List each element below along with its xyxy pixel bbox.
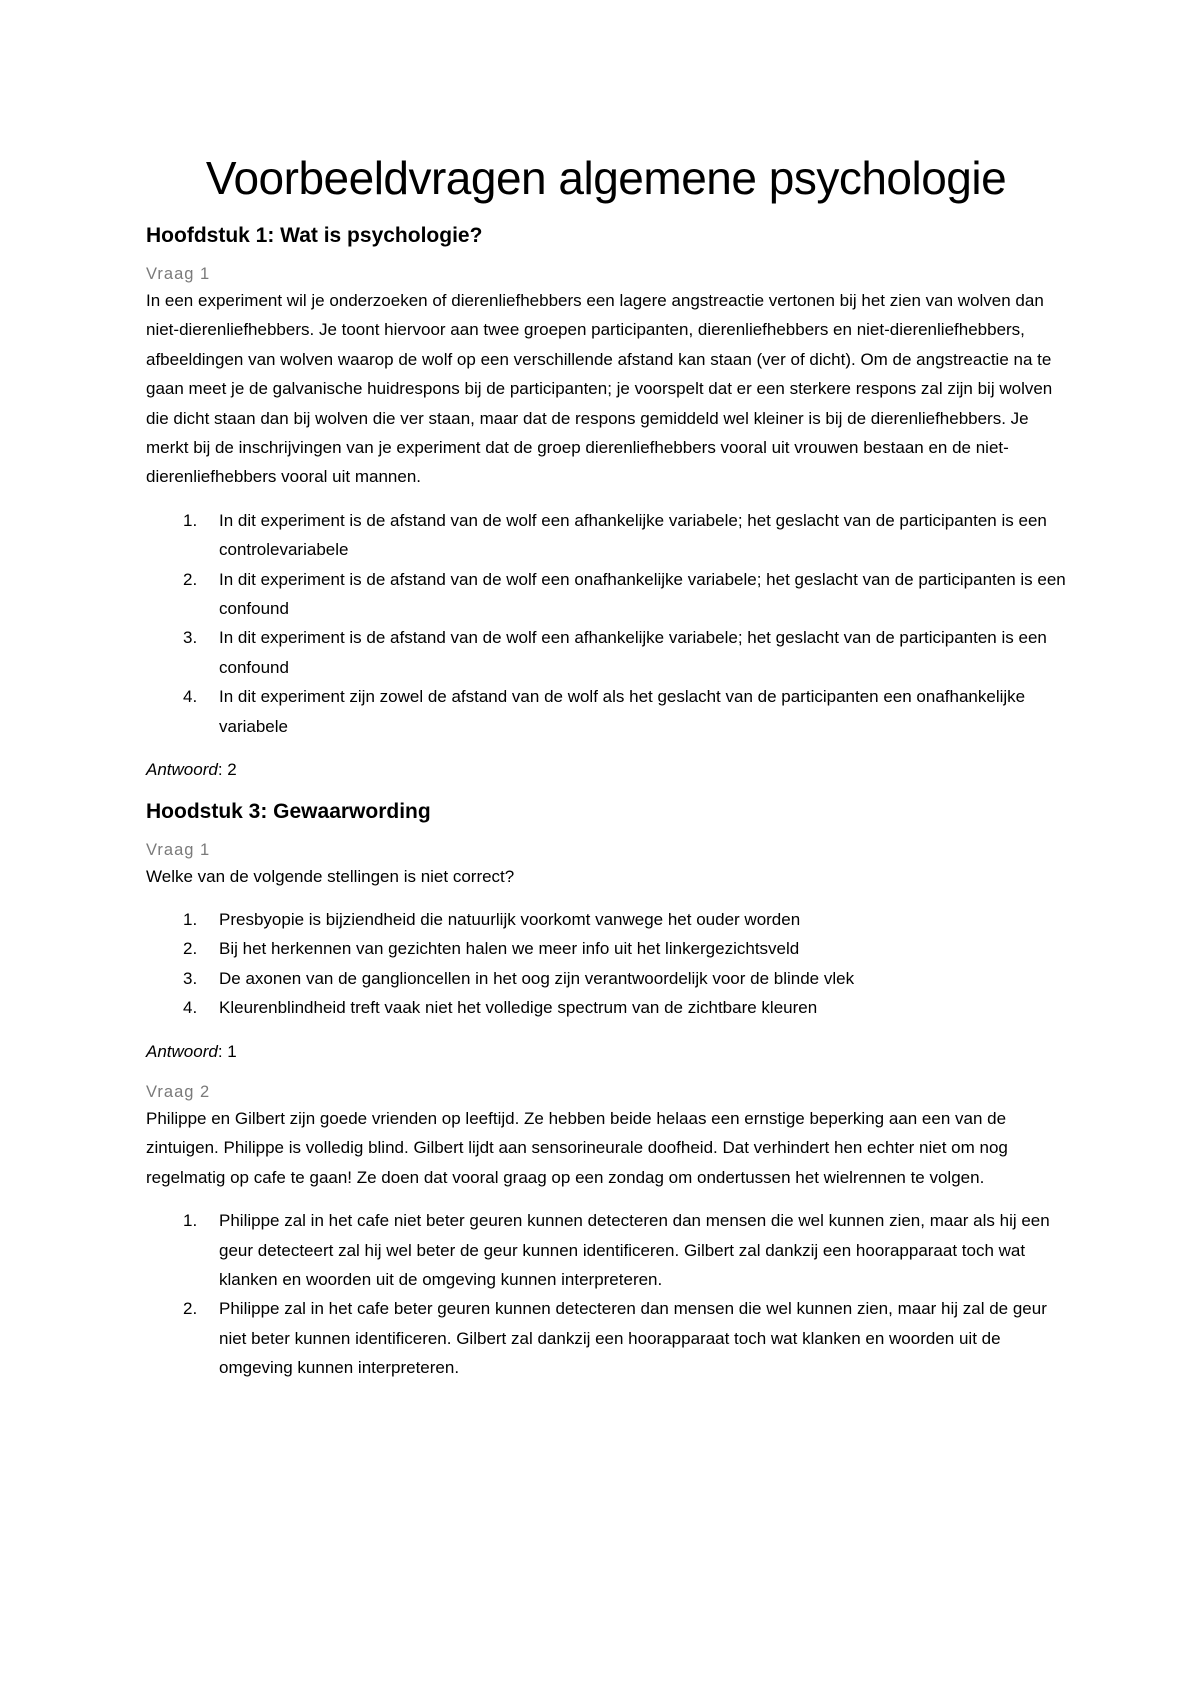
option-number: 4. [183,687,198,707]
question-label: Vraag 2 [146,1082,211,1101]
option-text: In dit experiment is de afstand van de wolf een onafhankelijke variabele; het geslacht van de participanten is een confound [219,569,1066,619]
option-text: In dit experiment is de afstand van de wolf een afhankelijke variabele; het geslacht van de participanten is een controlevariabele [219,510,1047,560]
option-text: Presbyopie is bijziendheid die natuurlijk voorkomt vanwege het ouder worden [219,909,801,929]
option-text: In dit experiment zijn zowel de afstand van de wolf als het geslacht van de participanten een onafhankelijke variabele [219,687,1026,736]
option-number: 2. [183,939,198,959]
question-text: Welke van de volgende stellingen is niet correct? [146,866,515,886]
option-item [146,1206,1066,1294]
chapter-heading: Hoofdstuk 1: Wat is psychologie? [146,224,483,247]
option-number: 4. [183,998,198,1018]
option-text: Kleurenblindheid treft vaak niet het volledige spectrum van de zichtbare kleuren [219,998,818,1018]
option-item [146,1294,1066,1382]
option-number: 3. [183,968,198,988]
option-number: 1. [183,909,198,929]
answer-label: Antwoord [146,1041,218,1061]
option-number: 1. [183,1211,198,1231]
option-item [146,623,1066,682]
option-item [146,934,1066,963]
answer-value: : 1 [217,1041,237,1061]
question-text: Philippe en Gilbert zijn goede vrienden op leeftijd. Ze hebben beide helaas een ernstige beperking aan een van de zintuigen. Philippe is volledig blind. Gilbert lijdt aan sensorineurale doofheid. Dat verhindert hen echter niet om nog regelmatig op cafe te gaan! Ze doen dat vooral graag op een zondag om ondertussen het wielrennen te volgen. [146,1108,1008,1187]
option-text: Bij het herkennen van gezichten halen we meer info uit het linkergezichtsveld [219,939,800,959]
option-number: 2. [183,1299,198,1319]
answer-options [146,506,1066,741]
option-text: De axonen van de ganglioncellen in het oog zijn verantwoordelijk voor de blinde vlek [219,968,855,988]
document-page [146,146,1066,1383]
option-item [146,964,1066,993]
option-text: Philippe zal in het cafe beter geuren kunnen detecteren dan mensen die wel kunnen zien, maar hij zal de geur niet beter kunnen identificeren. Gilbert zal dankzij een hoorapparaat toch wat klanken en woorden uit de omgeving kunnen interpreteren. [219,1299,1047,1378]
answer-line [146,1037,1066,1066]
question-label: Vraag 1 [146,265,211,283]
answer-line [146,755,1066,784]
option-number: 3. [183,628,198,648]
answer-options [146,905,1066,1023]
option-item [146,565,1066,624]
option-item [146,506,1066,565]
option-number: 1. [183,510,198,530]
chapter-heading: Hoodstuk 3: Gewaarwording [146,799,431,823]
answer-options [146,1206,1066,1382]
option-number: 2. [183,569,198,589]
document-title: Voorbeeldvragen algemene psychologie [205,152,1007,204]
option-text: Philippe zal in het cafe niet beter geuren kunnen detecteren dan mensen die wel kunnen zien, maar als hij een geur detecteert zal hij wel beter de geur kunnen identificeren. Gilbert zal dankzij een hoorapparaat toch wat klanken en woorden uit de omgeving kunnen interpreteren. [219,1211,1050,1289]
answer-value: : 2 [217,760,237,780]
option-item [146,682,1066,741]
option-text: In dit experiment is de afstand van de wolf een afhankelijke variabele; het geslacht van de participanten is een confound [219,628,1047,677]
question-text: In een experiment wil je onderzoeken of dierenliefhebbers een lagere angstreactie vertonen bij het zien van wolven dan niet-dierenliefhebbers. Je toont hiervoor aan twee groepen participanten, dierenliefhebbers en niet-dierenliefhebbers, afbeeldingen van wolven waarop de wolf op een verschillende afstand kan staan (ver of dicht). Om de angstreactie na te gaan meet je de galvanische huidrespons bij de participanten; je voorspelt dat er een sterkere respons zal zijn bij wolven die dicht staan dan bij wolven die ver staan, maar dat de respons gemiddeld wel kleiner is bij de dierenliefhebbers. Je merkt bij de inschrijvingen van je experiment dat de groep dierenliefhebbers vooral uit vrouwen bestaan en de niet-dierenliefhebbers vooral uit mannen. [146,291,1053,487]
option-item [146,993,1066,1022]
answer-label: Antwoord [146,760,218,780]
option-item [146,905,1066,934]
question-label: Vraag 1 [146,840,211,859]
